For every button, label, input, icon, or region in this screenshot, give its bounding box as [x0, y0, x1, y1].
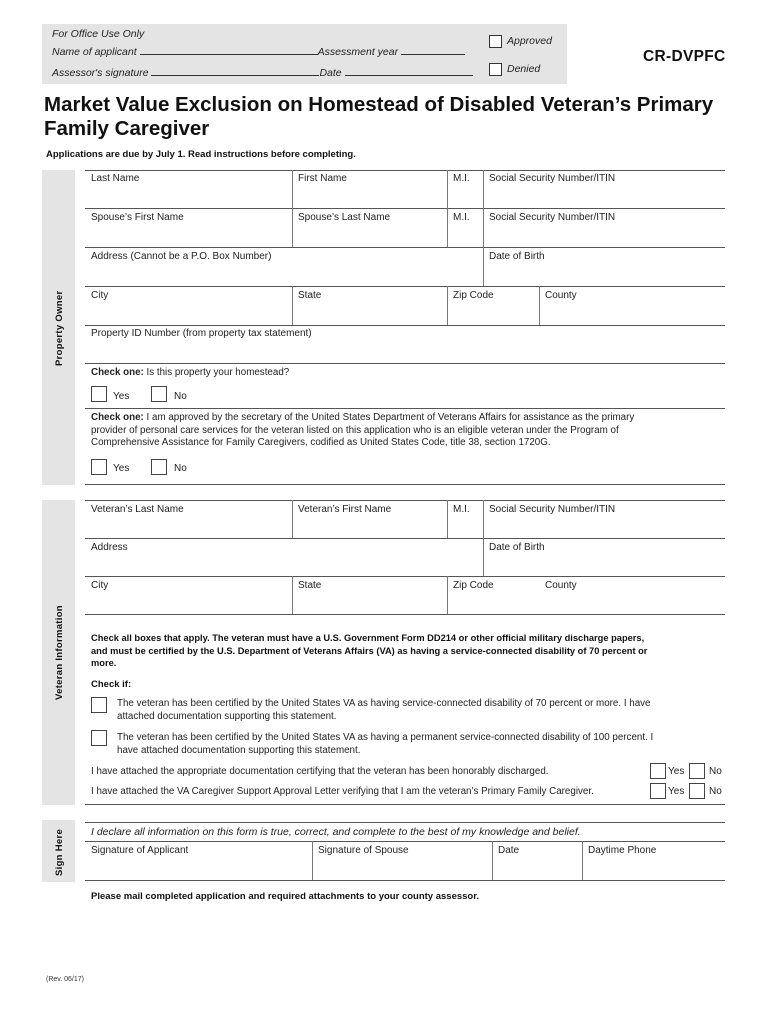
office-use-header: For Office Use Only: [52, 28, 145, 40]
owner-ssn-field[interactable]: Social Security Number/ITIN: [489, 173, 616, 184]
owner-address-field[interactable]: Address (Cannot be a P.O. Box Number): [91, 251, 272, 262]
cell-divider: [292, 170, 293, 208]
cell-divider: [447, 208, 448, 247]
homestead-yes-label: Yes: [113, 391, 130, 402]
caregiver-approval-no-label: No: [174, 463, 187, 474]
caregiver-letter-no-label: No: [709, 786, 722, 797]
applicant-name-label: Name of applicant Assessment year: [52, 45, 465, 58]
declaration-statement: I declare all information on this form is true, correct, and complete to the best of my knowledge and belief.: [91, 826, 581, 838]
assessor-signature-line[interactable]: [151, 66, 319, 76]
cell-divider: [447, 500, 448, 538]
row-line: [85, 576, 725, 577]
caregiver-letter-yes-label: Yes: [668, 786, 685, 797]
caregiver-letter-text: I have attached the VA Caregiver Support Approval Letter verifying that I am the veteran’s Primary Family Caregiver.: [91, 786, 594, 797]
caregiver-approval-yes-checkbox[interactable]: [91, 459, 107, 475]
form-code: CR-DVPFC: [643, 48, 726, 65]
approved-checkbox[interactable]: [489, 35, 502, 48]
sign-date-field[interactable]: Date: [498, 845, 520, 856]
veteran-ssn-field[interactable]: Social Security Number/ITIN: [489, 504, 616, 515]
denied-label: Denied: [507, 63, 541, 75]
caregiver-letter-yes-checkbox[interactable]: [650, 783, 666, 799]
denied-checkbox[interactable]: [489, 63, 502, 76]
assessment-year-line[interactable]: [401, 45, 465, 55]
cell-divider: [447, 286, 448, 325]
cell-divider: [292, 576, 293, 614]
homestead-question: Check one: Is this property your homestead?: [91, 367, 290, 378]
cell-divider: [447, 576, 448, 614]
row-line: [85, 841, 725, 842]
cell-divider: [492, 841, 493, 880]
daytime-phone-field[interactable]: Daytime Phone: [588, 845, 657, 856]
approved-label: Approved: [507, 35, 552, 47]
spouse-last-name-field[interactable]: Spouse’s Last Name: [298, 212, 391, 223]
row-line: [85, 247, 725, 248]
homestead-no-label: No: [174, 391, 187, 402]
honorable-yes-checkbox[interactable]: [650, 763, 666, 779]
caregiver-approval-yes-label: Yes: [113, 463, 130, 474]
cell-divider: [483, 208, 484, 247]
row-line: [85, 804, 725, 805]
veteran-city-field[interactable]: City: [91, 580, 109, 591]
owner-first-name-field[interactable]: First Name: [298, 173, 347, 184]
row-line: [85, 408, 725, 409]
office-date-line[interactable]: [345, 66, 473, 76]
owner-city-field[interactable]: City: [91, 290, 109, 301]
applicant-signature-field[interactable]: Signature of Applicant: [91, 845, 189, 856]
row-line: [85, 822, 725, 823]
assessor-signature-label: Assessor's signature Date: [52, 66, 473, 79]
veteran-address-field[interactable]: Address: [91, 542, 128, 553]
honorable-no-label: No: [709, 766, 722, 777]
homestead-yes-checkbox[interactable]: [91, 386, 107, 402]
cell-divider: [292, 208, 293, 247]
cell-divider: [292, 286, 293, 325]
veteran-state-field[interactable]: State: [298, 580, 322, 591]
mail-instructions: Please mail completed application and required attachments to your county assessor.: [91, 891, 480, 902]
row-line: [85, 170, 725, 171]
title-line-2: Family Caregiver: [44, 117, 210, 140]
check-if-label: Check if:: [91, 679, 132, 690]
intro-text: Applications are due by July 1. Read instructions before completing.: [46, 149, 356, 160]
honorable-no-checkbox[interactable]: [689, 763, 705, 779]
veteran-first-name-field[interactable]: Veteran’s First Name: [298, 504, 392, 515]
disability-100-text: The veteran has been certified by the United States VA as having a permanent service-connected disability of 100 percent. I have attached documentation supporting this statement.: [117, 732, 654, 756]
owner-county-field[interactable]: County: [545, 290, 577, 301]
caregiver-approval-statement: Check one: I am approved by the secretary of the United States Department of Veterans Affairs for assistance as the primary provider of personal care services for the veteran listed on this application who is an eligible veteran under the Program of Comprehensive Assistance for Family Caregivers, codified as United States Code, title 38, section 1720G.: [91, 412, 635, 448]
row-line: [85, 500, 725, 501]
row-line: [85, 363, 725, 364]
cell-divider: [292, 500, 293, 538]
row-line: [85, 538, 725, 539]
page-title: [44, 93, 744, 141]
applicant-name-line[interactable]: [140, 45, 318, 55]
row-line: [85, 208, 725, 209]
cell-divider: [539, 286, 540, 325]
disability-70-text: The veteran has been certified by the United States VA as having service-connected disability of 70 percent or more. I have attached documentation supporting this statement.: [117, 698, 651, 722]
veteran-section-label: Veteran Information: [54, 605, 65, 700]
caregiver-letter-no-checkbox[interactable]: [689, 783, 705, 799]
cell-divider: [483, 247, 484, 286]
cell-divider: [312, 841, 313, 880]
veteran-zip-field[interactable]: Zip Code: [453, 580, 494, 591]
veteran-county-field[interactable]: County: [545, 580, 577, 591]
check-all-instructions: Check all boxes that apply. The veteran must have a U.S. Government Form DD214 or other official military discharge papers, and must be certified by the U.S. Department of Veterans Affairs (VA) as having a service-connected disability of 70 percent or more.: [91, 633, 648, 668]
caregiver-approval-no-checkbox[interactable]: [151, 459, 167, 475]
veteran-mi-field[interactable]: M.I.: [453, 504, 470, 515]
owner-last-name-field[interactable]: Last Name: [91, 173, 140, 184]
row-line: [85, 325, 725, 326]
row-line: [85, 880, 725, 881]
property-id-field[interactable]: Property ID Number (from property tax statement): [91, 328, 312, 339]
spouse-ssn-field[interactable]: Social Security Number/ITIN: [489, 212, 616, 223]
row-line: [85, 286, 725, 287]
spouse-first-name-field[interactable]: Spouse’s First Name: [91, 212, 184, 223]
owner-zip-field[interactable]: Zip Code: [453, 290, 494, 301]
honorable-yes-label: Yes: [668, 766, 685, 777]
cell-divider: [483, 538, 484, 576]
cell-divider: [483, 500, 484, 538]
veteran-dob-field[interactable]: Date of Birth: [489, 542, 545, 553]
spouse-mi-field[interactable]: M.I.: [453, 212, 470, 223]
owner-mi-field[interactable]: M.I.: [453, 173, 470, 184]
homestead-no-checkbox[interactable]: [151, 386, 167, 402]
revision-date: (Rev. 06/17): [46, 976, 84, 983]
row-line: [85, 614, 725, 615]
sign-here-section-label: Sign Here: [54, 828, 65, 876]
owner-dob-field[interactable]: Date of Birth: [489, 251, 545, 262]
honorable-discharge-text: I have attached the appropriate documentation certifying that the veteran has been honorably discharged.: [91, 766, 549, 777]
spouse-signature-field[interactable]: Signature of Spouse: [318, 845, 409, 856]
cell-divider: [582, 841, 583, 880]
disability-100-checkbox[interactable]: [91, 730, 107, 746]
cell-divider: [447, 170, 448, 208]
property-owner-section-label: Property Owner: [54, 290, 65, 366]
disability-70-checkbox[interactable]: [91, 697, 107, 713]
title-line-1: Market Value Exclusion on Homestead of Disabled Veteran’s Primary: [44, 93, 714, 116]
row-line: [85, 484, 725, 485]
owner-state-field[interactable]: State: [298, 290, 322, 301]
veteran-last-name-field[interactable]: Veteran’s Last Name: [91, 504, 184, 515]
cell-divider: [483, 170, 484, 208]
